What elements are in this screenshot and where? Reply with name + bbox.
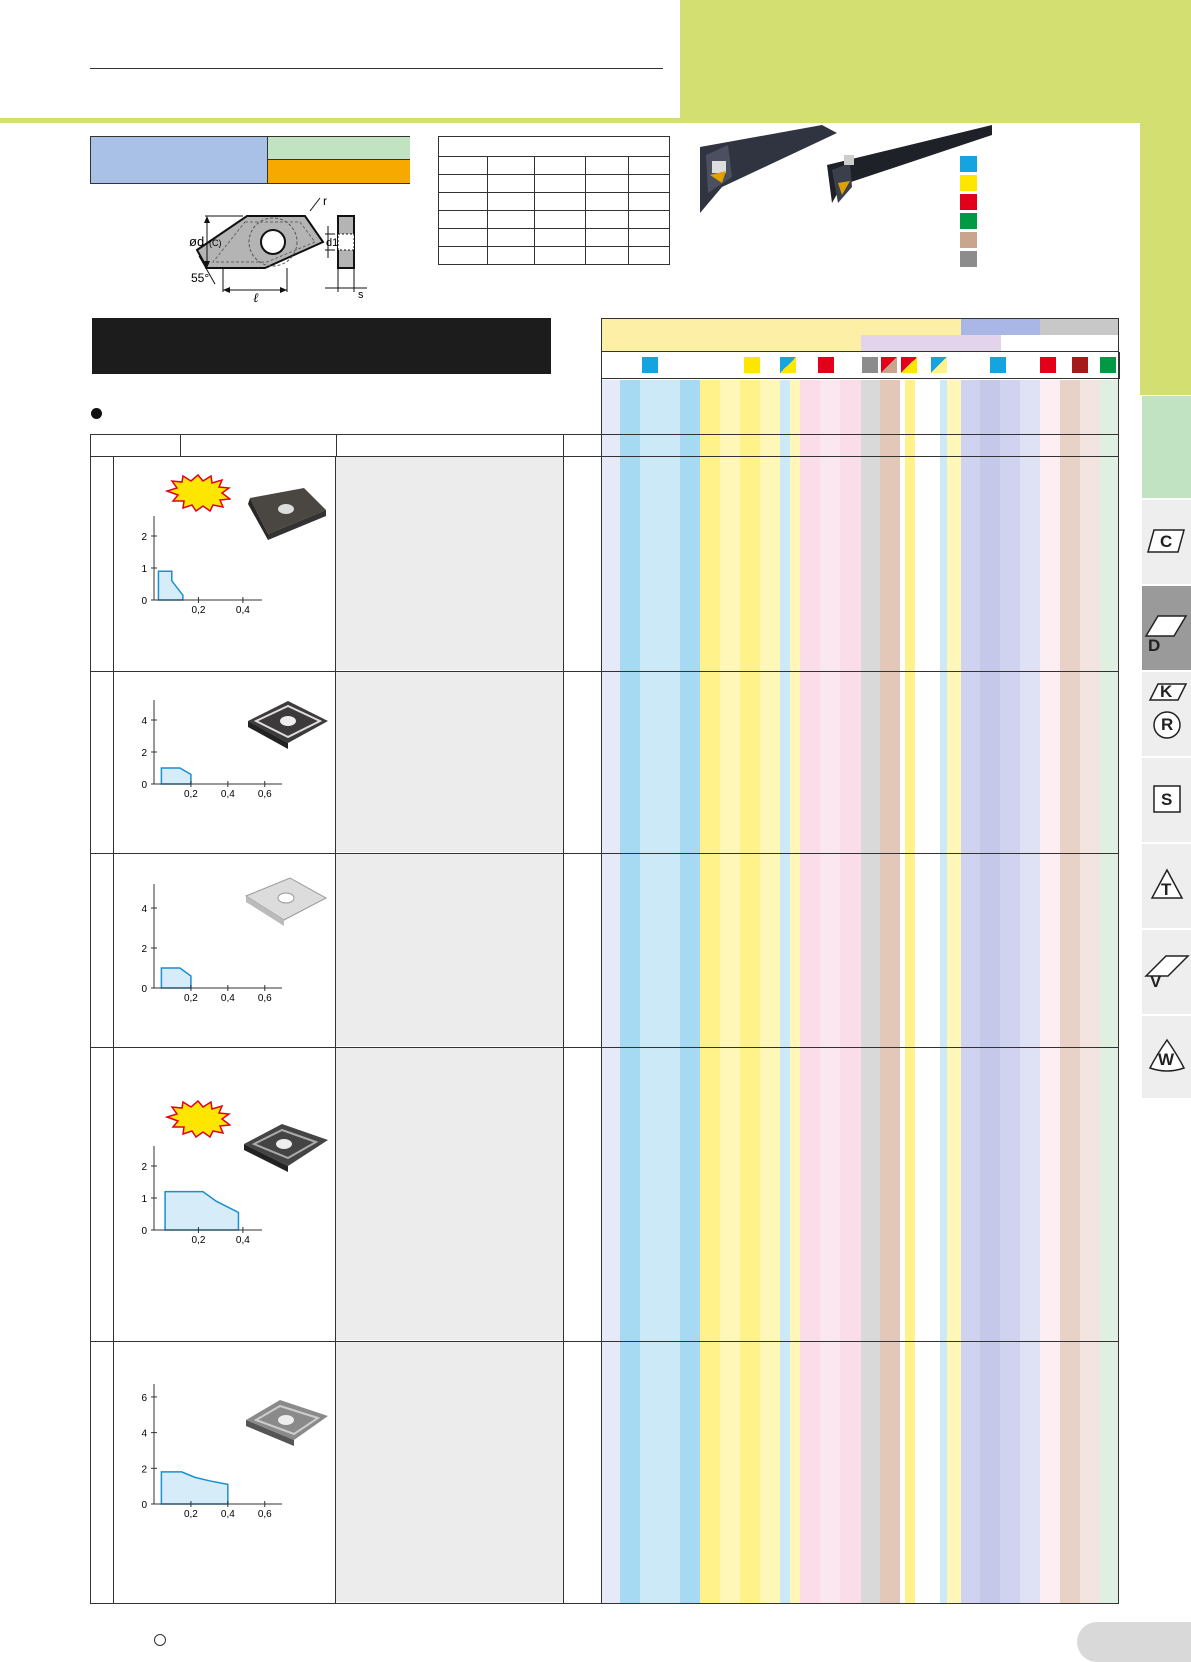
x-tick-label: 0,4 [220,1509,235,1520]
boring-bar-image [692,125,992,215]
grade-column [601,380,621,1603]
insert-code-box [90,136,410,184]
table-left-edge [90,434,91,1604]
chipbreaker-chart-5 [132,1384,282,1524]
y-tick-label: 2 [141,748,147,759]
material-group-swatch [990,357,1006,373]
grade-column [1000,380,1021,1603]
y-tick-label: 6 [141,1392,147,1404]
row-1-description [336,457,563,670]
chipbreaker-chart-1 [132,516,272,620]
tab-c-label: C [1160,532,1173,551]
header-divider [563,434,564,456]
tab-highlight [1142,396,1191,500]
y-tick-label: 2 [141,1464,147,1476]
grade-column [915,380,941,1603]
x-tick-label: 0,2 [183,1509,198,1520]
code-box-green [267,137,410,160]
legend-swatch-tan [960,232,977,248]
chipbreaker-chart-4 [132,1146,272,1250]
legend-swatch-yellow [960,175,977,191]
header-sub-1 [601,335,863,352]
tab-c[interactable] [1142,500,1191,586]
tab-d-label: D [1148,636,1161,655]
diagram-label-s: s [358,289,364,301]
application-area [165,1192,238,1230]
row-2-description [336,672,563,852]
y-tick-label: 4 [141,716,147,727]
y-tick-label: 2 [141,944,147,955]
tab-w[interactable] [1142,1016,1191,1100]
new-badge-icon [165,1100,231,1138]
page-number-tab [1077,1622,1191,1662]
grade-column [1040,380,1061,1603]
header-sub-2 [861,335,1002,352]
code-box-blue [91,137,267,183]
tab-t[interactable] [1142,844,1191,930]
tab-w-label: W [1158,1050,1175,1069]
y-tick-label: 0 [141,984,147,995]
x-tick-label: 0,2 [183,993,198,1004]
y-tick-label: 2 [141,1162,147,1173]
grade-column [840,380,862,1603]
y-tick-label: 0 [141,780,147,791]
diagram-label-d1: d1 [326,237,339,249]
grade-column [880,380,901,1603]
y-tick-label: 4 [141,904,147,915]
side-band [1140,123,1191,395]
tab-v[interactable] [1142,930,1191,1016]
row-separator [90,1047,1118,1048]
grade-column [760,380,781,1603]
row-3-description [336,854,563,1046]
col-divider [601,352,602,1604]
diagram-label-angle: 55° [191,271,210,285]
header-band [680,0,1191,123]
chipbreaker-chart-2 [132,700,282,804]
header-group-1 [601,318,963,336]
tab-s-label: S [1161,790,1173,809]
grade-column [1100,380,1119,1603]
grade-column [680,380,701,1603]
table-header-top [90,434,1118,435]
row-4-description [336,1048,563,1340]
legend-swatch-blue [960,156,977,172]
y-tick-label: 1 [141,564,147,575]
material-group-swatch [1040,357,1056,373]
material-group-swatch [642,357,658,373]
diagram-label-r: r [323,196,327,208]
y-tick-label: 1 [141,1194,147,1205]
grade-column [861,380,881,1603]
table-header-bottom [90,456,1118,457]
material-group-swatch [901,357,917,373]
row-separator [90,671,1118,672]
x-tick-label: 0,6 [257,789,272,800]
row-separator [90,1341,1118,1342]
material-group-swatch [780,357,796,373]
header-group-3 [1040,318,1119,336]
footer-circle-icon [154,1634,166,1646]
grade-column [740,380,761,1603]
x-tick-label: 0,2 [183,789,198,800]
x-tick-label: 0,4 [220,789,235,800]
material-group-swatch [881,357,897,373]
diagram-label-l: ℓ [253,290,259,305]
tab-d-icon [1144,614,1188,638]
y-tick-label: 4 [141,1428,147,1440]
material-group-swatch [744,357,760,373]
grade-column [800,380,821,1603]
grade-column [1020,380,1041,1603]
material-group-swatch [862,357,878,373]
tab-r-label: R [1161,715,1174,734]
header-sub-3 [1001,335,1119,352]
grade-column [947,380,962,1603]
code-box-orange [267,160,410,183]
material-group-swatch [1100,357,1116,373]
diagram-label-c: (C) [209,238,222,248]
bullet-icon [91,408,102,419]
insert-diagram [185,196,385,308]
material-group-swatch [1072,357,1088,373]
y-tick-label: 0 [141,1226,147,1237]
x-tick-label: 0,6 [257,993,272,1004]
grade-column [820,380,841,1603]
grade-column [961,380,981,1603]
legend-swatch-gray [960,251,977,267]
legend-swatch-red [960,194,977,210]
application-area [158,571,182,600]
x-tick-label: 0,4 [235,1235,250,1246]
section-banner [92,318,551,374]
grade-column [700,380,721,1603]
grade-column [980,380,1001,1603]
tab-k-label: K [1160,682,1173,701]
col-divider [563,456,564,1604]
header-divider [180,434,181,456]
tab-t-label: T [1161,880,1172,899]
grade-column [1080,380,1101,1603]
header-divider [336,434,337,456]
grade-column [720,380,741,1603]
dimension-table [438,136,670,265]
diagram-label-d: ød [189,234,205,249]
header-strip [0,118,1191,123]
x-tick-label: 0,4 [220,993,235,1004]
legend-swatch-green [960,213,977,229]
tab-kr[interactable] [1142,672,1191,758]
application-area [161,1472,227,1504]
grade-column [620,380,641,1603]
header-group-2 [961,318,1041,336]
tab-d[interactable] [1142,586,1191,672]
y-tick-label: 2 [141,532,147,543]
grade-column [660,380,681,1603]
new-badge-icon [165,474,231,512]
y-tick-label: 0 [141,596,147,607]
col-divider [335,456,336,1604]
row-separator [90,853,1118,854]
application-area [161,768,191,784]
material-group-swatch [931,357,947,373]
tab-v-label: V [1150,972,1162,991]
col-divider [113,456,114,1604]
grade-column [1060,380,1081,1603]
chipbreaker-chart-3 [132,884,282,1008]
material-group-swatch [818,357,834,373]
application-area [161,968,191,988]
x-tick-label: 0,6 [257,1509,272,1520]
x-tick-label: 0,2 [191,1235,206,1246]
y-tick-label: 0 [141,1500,147,1511]
x-tick-label: 0,2 [191,605,206,616]
table-right-edge [1118,318,1119,1604]
header-rule [90,68,663,69]
x-tick-label: 0,4 [235,605,250,616]
row-5-description [336,1342,563,1602]
table-bottom [90,1603,1118,1604]
holder-photo-area [692,125,992,215]
tab-s[interactable] [1142,758,1191,844]
grade-column [640,380,661,1603]
